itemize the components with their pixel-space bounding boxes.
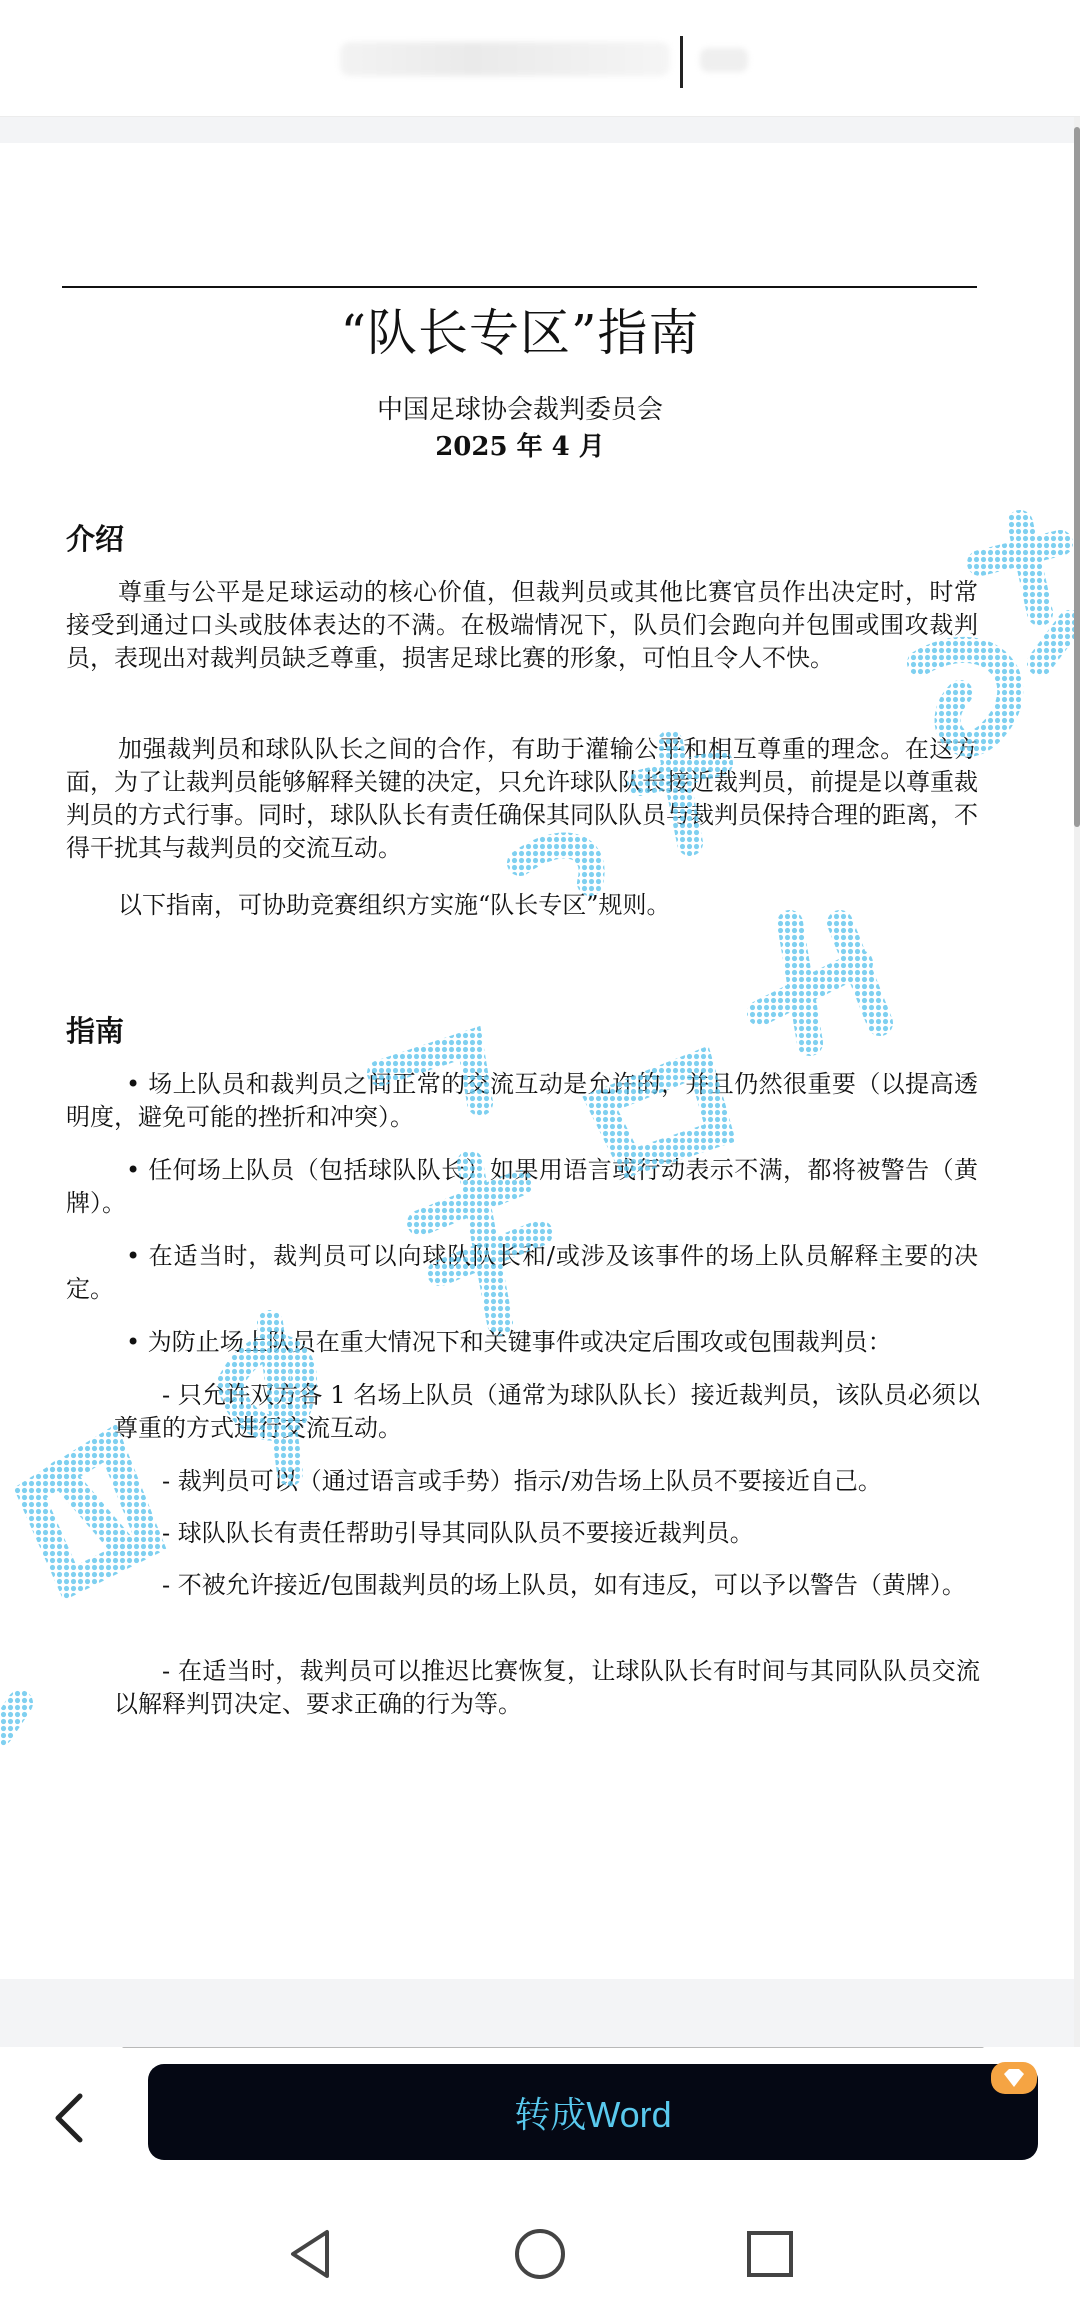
convert-to-word-button[interactable] <box>148 2064 1038 2160</box>
guide-bullet: • 为防止场上队员在重大情况下和关键事件或决定后围攻或包围裁判员： <box>126 1328 892 1356</box>
blurred-title-suffix <box>700 48 748 72</box>
section-heading-intro: 介绍 <box>66 522 125 556</box>
top-bar <box>0 0 1080 117</box>
section-heading-guide: 指南 <box>66 1014 125 1048</box>
guide-sub-item: - 球队队长有责任帮助引导其同队队员不要接近裁判员。 <box>162 1519 754 1547</box>
guide-sub-item: - 裁判员可以（通过语言或手势）指示/劝告场上队员不要接近自己。 <box>162 1467 882 1495</box>
intro-paragraph: 尊重与公平是足球运动的核心价值，但裁判员或其他比赛官员作出决定时，时常接受到通过口头或肢体表达的不满。在极端情况下，队员们会跑向并包围或围攻裁判员，表现出对裁判员缺乏尊重，损害足球比赛的形象，可怕且令人不快。 <box>66 578 978 672</box>
guide-bullet: • 任何场上队员（包括球队队长）如果用语言或行动表示不满，都将被警告（黄牌）。 <box>66 1156 978 1217</box>
guide-sub-item: - 在适当时，裁判员可以推迟比赛恢复，让球队队长有时间与其同队队员交流以解释判罚决定、要求正确的行为等。 <box>114 1657 980 1718</box>
guide-bullet: • 场上队员和裁判员之间正常的交流互动是允许的，并且仍然很重要（以提高透明度，避免可能的挫折和冲突）。 <box>66 1070 978 1131</box>
scrollbar[interactable] <box>1074 117 1080 2047</box>
diamond-icon <box>990 2061 1038 2095</box>
triangle-back-icon[interactable] <box>285 2226 335 2282</box>
back-button[interactable] <box>40 2078 100 2158</box>
text-cursor <box>680 36 683 88</box>
guide-bullet: • 在适当时，裁判员可以向球队队长和/或涉及该事件的场上队员解释主要的决定。 <box>66 1242 978 1303</box>
document-title: “队长专区”指南 <box>340 304 700 362</box>
chevron-left-icon <box>40 2078 100 2158</box>
document-date: 2025 年 4 月 <box>435 432 605 462</box>
document-page <box>0 143 1074 1979</box>
circle-home-icon[interactable] <box>512 2226 568 2282</box>
scrollbar-thumb[interactable] <box>1074 127 1080 827</box>
document-viewer[interactable] <box>0 117 1080 2047</box>
document-organization: 中国足球协会裁判委员会 <box>376 395 663 425</box>
guide-sub-item: - 只允许双方各 1 名场上队员（通常为球队队长）接近裁判员，该队员必须以尊重的方式进行交流互动。 <box>114 1381 980 1442</box>
bottom-action-bar <box>0 2048 1080 2190</box>
convert-to-word-label: 转成Word <box>514 2093 672 2135</box>
blurred-file-name <box>340 42 670 76</box>
square-recents-icon[interactable] <box>744 2226 796 2282</box>
intro-paragraph: 以下指南，可协助竞赛组织方实施“队长专区”规则。 <box>118 891 671 919</box>
system-navigation-bar <box>0 2190 1080 2317</box>
guide-sub-item: - 不被允许接近/包围裁判员的场上队员，如有违反，可以予以警告（黄牌）。 <box>162 1571 966 1599</box>
intro-paragraph: 加强裁判员和球队队长之间的合作，有助于灌输公平和相互尊重的理念。在这方面，为了让裁判员能够解释关键的决定，只允许球队队长接近裁判员，前提是以尊重裁判员的方式行事。同时，球队队长有责任确保其同队队员与裁判员保持合理的距离，不得干扰其与裁判员的交流互动。 <box>66 735 978 862</box>
title-rule <box>62 286 977 288</box>
